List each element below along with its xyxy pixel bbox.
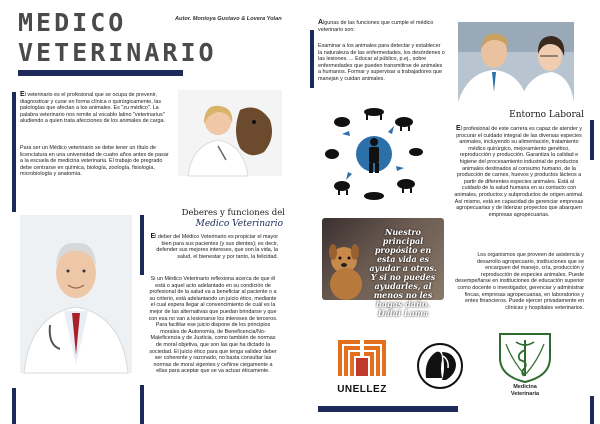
dog-human-profile-logo [412, 338, 468, 394]
col2-heading-bar [140, 215, 144, 275]
col4-bottom-bar [590, 396, 594, 424]
medicina-veterinaria-logo [494, 330, 556, 402]
col4-heading: Entorno Laboral [509, 110, 584, 120]
col3-paragraph-1: Algunas de las funciones que cumple el médico veterinario son: [318, 19, 434, 33]
col4-side-bar [590, 120, 594, 160]
medicina-veterinaria-label-line1: Medicina [513, 384, 537, 390]
dog-quote-image [322, 218, 444, 318]
col3-side-bar [310, 30, 314, 88]
col1-paragraph-2: Para ser un Médico veterinario se debe tener un título de licenciatura en una universidad de cuatro años antes de pasar a la escuela de medicina veterinaria. El trabajo de pregrado debe centrarse en química, biología, zoología, fisiología, microbiología y anatomía. [20, 145, 169, 178]
vet-with-dog-photo [178, 90, 282, 176]
col3-paragraph-2: Examinar a los animales para detectar y establecer la naturaleza de las enfermedades, los desórdenes o las lesiones. ... Educar al público, p.ej., sobre enfermedades que pueden transmitirse de animales a humanos. Formar y supervisar a trabajadores que manejan y cuidan animales. [318, 43, 445, 82]
authors: Autor. Montoya Gustavo & Lovera Yolan [175, 16, 282, 22]
col4-paragraph-2: Los organismos que proveen de asistencia y desarrollo agropecuario, instituciones que se encarguen del manejo, cría, producción y reproducción de especies animales. Puede desempeñarse en instituciones de educación superior como docente o investigador, gerenciar y administrar fincas, empresas agropecuarias, en laboratorios y entes financieros. Puede ejercer privadamente en clínicas y hospitales veterinarios. [455, 252, 584, 311]
col2-bottom-bar [140, 385, 144, 424]
title-line2: VETERINARIO [18, 38, 217, 67]
col2-heading-line2: Medico Veterinario [195, 219, 283, 229]
col2-heading-line1: Deberes y funciones del [181, 208, 285, 218]
title-line1: MEDICO [18, 8, 127, 37]
medicina-veterinaria-label-line2: Veterinaria [510, 391, 540, 397]
col3-bottom-bar [318, 406, 458, 412]
doctor-portrait-photo [20, 215, 132, 373]
unellez-logo [330, 336, 394, 398]
doctors-photo [458, 22, 574, 102]
col2-paragraph-2: Si un Médico Veterinario reflexiona acerca de que él está o aquel acto adelantado en su condición de profesional de la salud va a beneficiar al paciente o a su criterio, está adelantando un juicio ético, mediante el cual espera llegar al convencimiento de cuál es la mejor de las alternativas que puedan brindarse y que con esa no van a lesionarse los intereses de terceros. Para facilitar ese juicio dispone de los principios morales de Autonomía, de Beneficencia/No-Maleficencia y de Justicia, como también de normas de moral objetiva, que son las que ha dictado la sociedad. El juicio ético para que tenga validez deber ser coherente y razonado, no basta consultar las normas de moral vigentes y ceñirse ciegamente a ellas para aceptar que se va actuar éticamente. [148, 276, 278, 375]
col1-bottom-bar [12, 388, 16, 424]
title-underline [18, 70, 183, 76]
col2-paragraph-1: El deber del Médico Veterinario es propiciar el mayor bien para sus pacientes (y sus dientes); es decir, defender sus mejores intereses, que son la vida, la salud, el bienestar y por tanto, la felicidad. [150, 233, 278, 260]
animals-circle-illustration [322, 102, 426, 206]
unellez-label: UNELLEZ [337, 384, 387, 395]
col1-paragraph-1: El veterinario es el profesional que se ocupa de prevenir, diagnosticar y curar en forma clínica o quirúrgicamente, las patologías que afectan a los animales. Es "zu médico". La palabra veterinario nos remite al vocablo latino "veterinarius" aludiendo a quien trata afecciones de los animales de carga. [20, 91, 166, 125]
col1-side-bar [12, 92, 16, 212]
col4-paragraph-1: El profesional de este carrera es capaz de atender y procurar el cuidado integral de las diversas especies animales, incluyendo su alimentación, tratamiento médico quirúrgico, mejoramiento genético, reproducción y producción. Garantiza la calidad e higiene del procesamiento industrial de productos animales destinados al consumo humano, de la producción de carnes, huevos y productos lácteos a partir de diferentes especies animales. Está al cuidado de la salud humana en su contacto con animales, productos y subproductos de origen animal. Así mismo, está en capacidad de gerenciar empresas agropecuarias y de liderizar proyectos que abarquen empresas agropecuarias. [454, 125, 584, 218]
quote-text: Nuestro principal propósito en esta vida es ayudar a otros. Y si no puedes ayudarles, al menos no les hagas daño. Dalai Lama [369, 227, 437, 318]
